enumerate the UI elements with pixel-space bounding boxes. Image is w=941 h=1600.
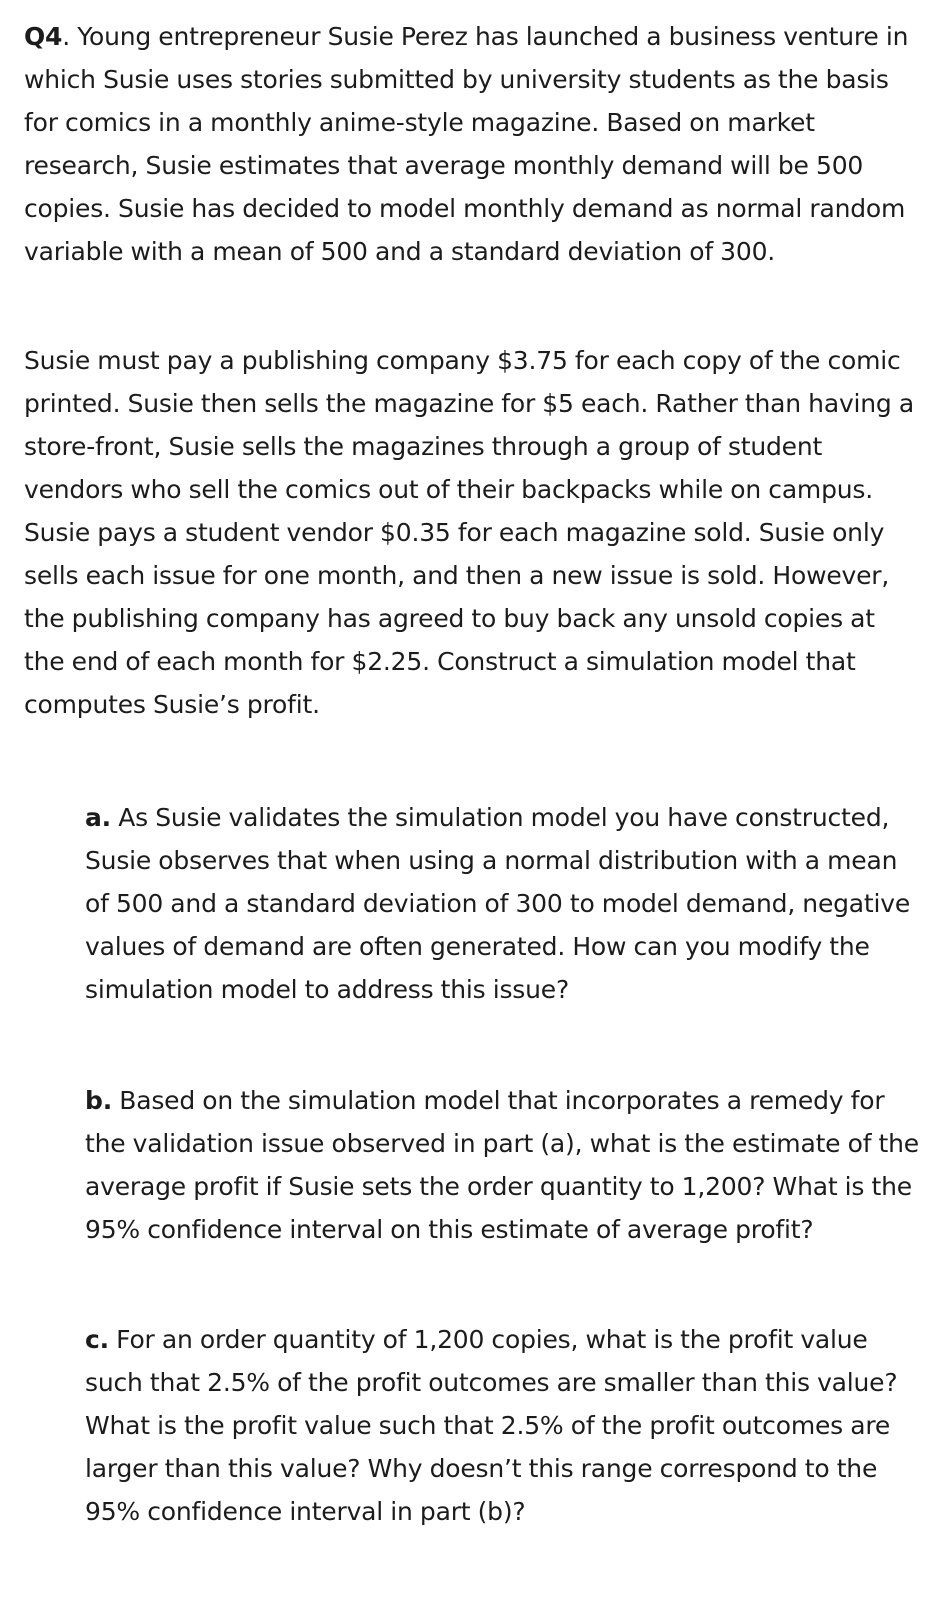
part-b-label: b. — [85, 1086, 112, 1115]
part-c-label: c. — [85, 1325, 109, 1354]
part-b — [85, 1079, 919, 1251]
question-intro — [24, 15, 919, 273]
question-details: Susie must pay a publishing company $3.75 for each copy of the comic printed. Susie then sells the magazine for $5 each. Rather than having a store-front, Susie sells the magazines through a group of student vendors who sell the comics out of their backpacks while on campus. Susie pays a student vendor $0.35 for each magazine sold. Susie only sells each issue for one month, and then a new issue is sold. However, the publishing company has agreed to buy back any unsold copies at the end of each month for $2.25. Construct a simulation model that computes Susie’s profit. — [24, 346, 914, 719]
part-c — [85, 1318, 919, 1533]
part-c-text: For an order quantity of 1,200 copies, what is the profit value such that 2.5% of the profit outcomes are smaller than this value? What is the profit value such that 2.5% of the profit outcomes are larger than this value? Why doesn’t this range correspond to the 95% confidence interval in part (b)? — [85, 1325, 898, 1526]
part-a-label: a. — [85, 803, 111, 832]
part-b-text: Based on the simulation model that incorporates a remedy for the validation issue observed in part (a), what is the estimate of the average profit if Susie sets the order quantity to 1,200? What is the 95% confidence interval on this estimate of average profit? — [85, 1086, 919, 1244]
question-intro-text: . Young entrepreneur Susie Perez has launched a business venture in which Susie uses stories submitted by university students as the basis for comics in a monthly anime-style magazine. Based on market research, Susie estimates that average monthly demand will be 500 copies. Susie has decided to model monthly demand as normal random variable with a mean of 500 and a standard deviation of 300. — [24, 22, 909, 266]
part-a-text: As Susie validates the simulation model you have constructed, Susie observes that when using a normal distribution with a mean of 500 and a standard deviation of 300 to model demand, negative values of demand are often generated. How can you modify the simulation model to address this issue? — [85, 803, 911, 1004]
part-a — [85, 796, 919, 1011]
question-label: Q4 — [24, 22, 63, 51]
